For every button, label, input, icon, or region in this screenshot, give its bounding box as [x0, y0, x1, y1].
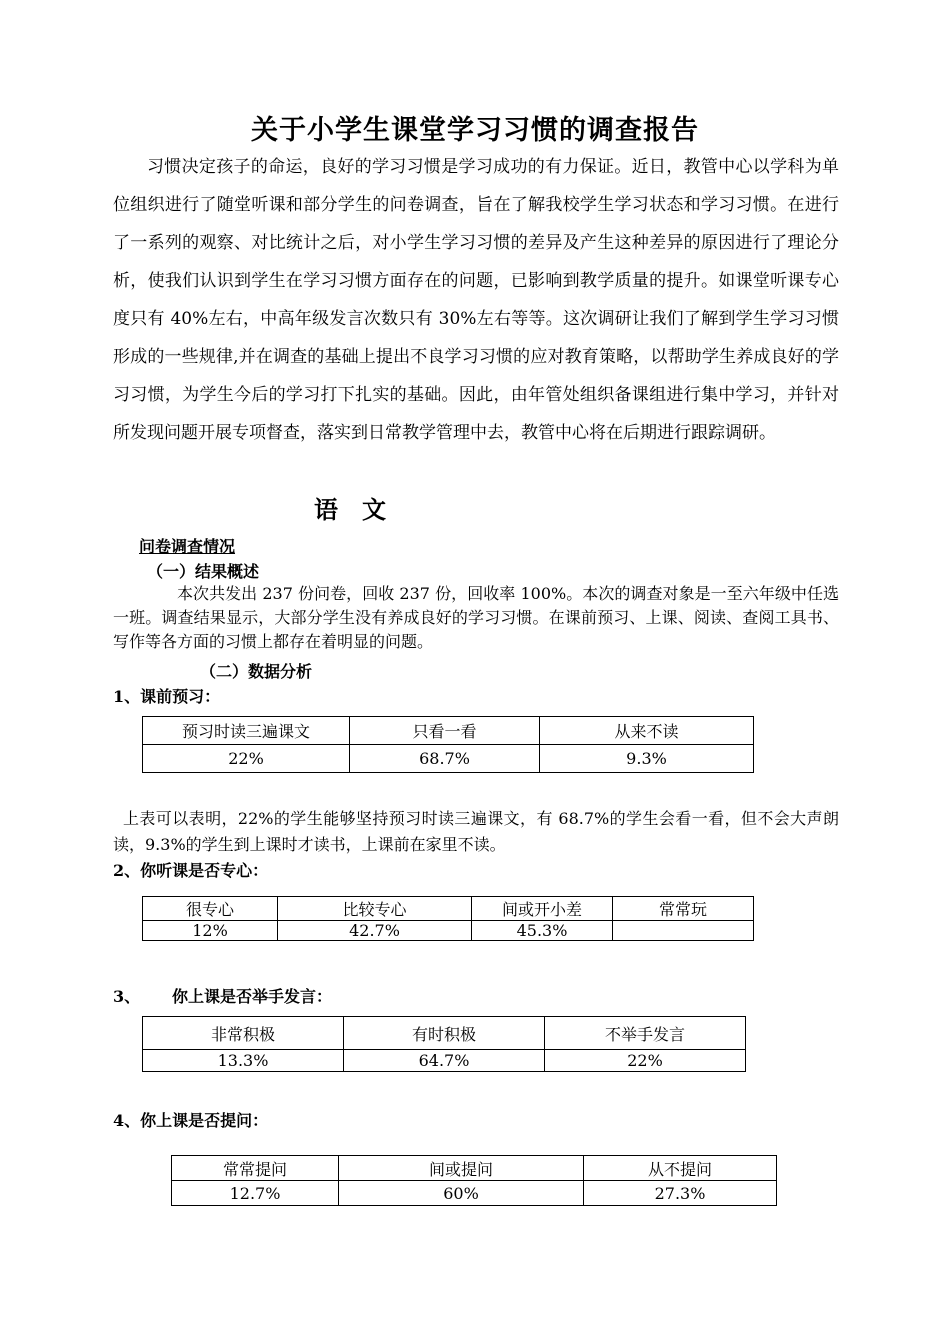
- result-text: 本次共发出 237 份问卷，回收 237 份，回收率 100%。本次的调查对象是一至六年级中任选一班。调查结果显示，大部分学生没有养成良好的学习习惯。在课前预习、上课、阅读、查阅工具书、写作等各方面的习惯上都存在着明显的问题。: [113, 584, 839, 651]
- table-cell: 42.7%: [278, 921, 472, 941]
- table-cell: [613, 921, 754, 941]
- q1-table: [142, 716, 754, 773]
- table-header-cell: 常常玩: [613, 897, 754, 921]
- result-heading: （一）结果概述: [147, 562, 260, 581]
- table-cell: 27.3%: [584, 1181, 777, 1206]
- table-cell: 12%: [143, 921, 278, 941]
- subject-heading: 语文: [314, 495, 410, 524]
- table-header-cell: 不举手发言: [545, 1017, 746, 1050]
- q3-title: 你上课是否举手发言：: [172, 987, 333, 1006]
- table-row: [143, 1050, 746, 1072]
- survey-heading: 问卷调查情况: [139, 537, 236, 556]
- table-header-cell: 非常积极: [143, 1017, 344, 1050]
- q3-number: 3、: [113, 987, 141, 1006]
- table-row: [172, 1181, 777, 1206]
- table-cell: 9.3%: [540, 745, 754, 773]
- q1-title: 1、课前预习：: [113, 687, 221, 706]
- q1-explanation: [113, 806, 839, 858]
- q3-table: [142, 1016, 746, 1072]
- table-row: [143, 921, 754, 941]
- table-header-cell: 从不提问: [584, 1156, 777, 1181]
- table-row: [143, 745, 754, 773]
- table-header-row: [143, 897, 754, 921]
- table-header-row: [143, 717, 754, 745]
- intro-paragraph: [113, 148, 839, 452]
- intro-text: 习惯决定孩子的命运，良好的学习习惯是学习成功的有力保证。近日，教管中心以学科为单位组织进行了随堂听课和部分学生的问卷调查，旨在了解我校学生学习状态和学习习惯。在进行了一系列的观察、对比统计之后，对小学生学习习惯的差异及产生这种差异的原因进行了理论分析，使我们认识到学生在学习习惯方面存在的问题，已影响到教学质量的提升。如课堂听课专心度只有 40%左右，中高年级发言次数只有 30%左右等等。这次调研让我们了解到学生学习习惯形成的一些规律,并在调查的基础上提出不良学习习惯的应对教育策略，以帮助学生养成良好的学习习惯，为学生今后的学习打下扎实的基础。因此，由年管处组织备课组进行集中学习，并针对所发现问题开展专项督查，落实到日常教学管理中去，教管中心将在后期进行跟踪调研。: [113, 157, 839, 443]
- table-cell: 45.3%: [472, 921, 613, 941]
- table-cell: 12.7%: [172, 1181, 339, 1206]
- report-title: 关于小学生课堂学习习惯的调查报告: [251, 115, 699, 146]
- analysis-heading: （二）数据分析: [200, 662, 313, 681]
- table-cell: 64.7%: [344, 1050, 545, 1072]
- table-cell: 22%: [143, 745, 350, 773]
- table-cell: 22%: [545, 1050, 746, 1072]
- q1-explanation-text: 上表可以表明，22%的学生能够坚持预习时读三遍课文，有 68.7%的学生会看一看，但不会大声朗读，9.3%的学生到上课时才读书，上课前在家里不读。: [113, 809, 839, 854]
- table-header-row: [143, 1017, 746, 1050]
- q2-table: [142, 896, 754, 941]
- table-header-cell: 间或开小差: [472, 897, 613, 921]
- table-header-cell: 预习时读三遍课文: [143, 717, 350, 745]
- table-header-cell: 有时积极: [344, 1017, 545, 1050]
- table-header-cell: 只看一看: [350, 717, 540, 745]
- table-header-cell: 比较专心: [278, 897, 472, 921]
- q4-title: 4、你上课是否提问：: [113, 1111, 269, 1130]
- table-header-cell: 很专心: [143, 897, 278, 921]
- table-header-cell: 间或提问: [339, 1156, 584, 1181]
- table-cell: 60%: [339, 1181, 584, 1206]
- table-header-cell: 从来不读: [540, 717, 754, 745]
- table-header-row: [172, 1156, 777, 1181]
- q2-title: 2、你听课是否专心：: [113, 861, 269, 880]
- table-header-cell: 常常提问: [172, 1156, 339, 1181]
- table-cell: 13.3%: [143, 1050, 344, 1072]
- q4-table: [171, 1155, 777, 1206]
- result-paragraph: [113, 582, 839, 654]
- table-cell: 68.7%: [350, 745, 540, 773]
